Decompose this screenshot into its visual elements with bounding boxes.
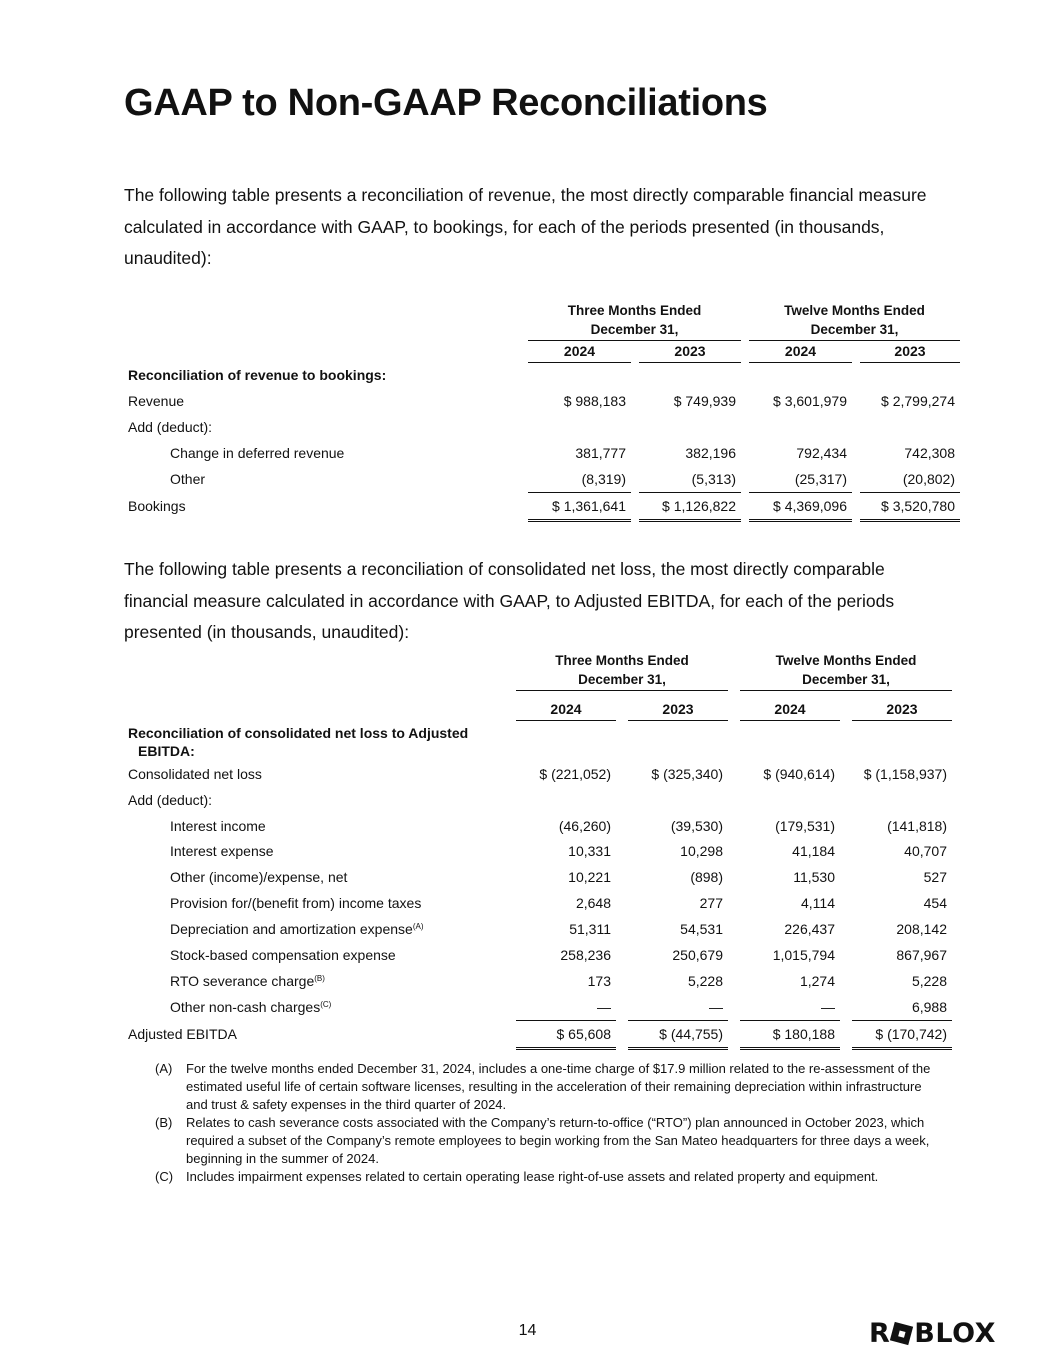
cell-value: 527 — [923, 869, 947, 885]
table-row-deferred-revenue — [124, 440, 960, 466]
logo-text-start: R — [869, 1317, 891, 1349]
cell-value: 4,114 — [801, 895, 835, 911]
row-label-text: RTO severance charge — [170, 973, 315, 989]
footnote-marker: (A) — [155, 1061, 173, 1076]
roblox-logo — [869, 1318, 996, 1348]
cell-value: $ 180,188 — [740, 1020, 840, 1048]
row-label: Provision for/(benefit from) income taxes — [170, 895, 422, 911]
row-label: Revenue — [128, 393, 185, 409]
table-row-depreciation — [124, 916, 952, 942]
three-months-header: Three Months Ended — [555, 653, 689, 668]
cell-value: 226,437 — [784, 921, 835, 937]
year-header: 2024 — [516, 698, 616, 720]
cell-value: $ 65,608 — [516, 1020, 616, 1048]
row-label-text: Depreciation and amortization expense — [170, 921, 413, 937]
table-row-interest-expense — [124, 838, 952, 864]
cell-value: 2,648 — [575, 895, 611, 911]
cell-value: $ 1,126,822 — [639, 492, 741, 520]
cell-value: $ (940,614) — [763, 765, 835, 782]
cell-value: 11,530 — [793, 869, 835, 885]
footnote-text: Relates to cash severance costs associated with the Company’s return-to-office (“RTO”) plan announced in October 2023, which required a subset of the Company’s remote employees to begin working from the San Mateo headquarters for three days a week, beginning in the summer of 2024. — [186, 1115, 930, 1166]
cell-value: (898) — [690, 869, 723, 885]
revenue-bookings-table — [124, 302, 960, 522]
footnote-ref: (B) — [314, 974, 325, 983]
footnote-marker: (B) — [155, 1115, 173, 1130]
cell-value: 5,228 — [687, 973, 723, 989]
footnote-text: For the twelve months ended December 31, 2024, includes a one-time charge of $17.9 million related to the re-assessment of the estimated useful life of certain software licenses, resulting in the acceleration of their remaining depreciation within infrastructure and trust & safety expenses in the third quarter of 2024. — [186, 1061, 931, 1112]
cell-value: 5,228 — [911, 973, 947, 989]
twelve-months-header: Twelve Months Ended — [784, 303, 925, 318]
row-label: Stock-based compensation expense — [170, 947, 396, 963]
cell-value: 250,679 — [672, 947, 723, 963]
table-row-other — [124, 466, 960, 492]
section-title-line1: Reconciliation of consolidated net loss to Adjusted — [128, 725, 469, 741]
row-label — [124, 916, 516, 942]
cell-value: 867,967 — [896, 947, 947, 963]
cell-value: 454 — [923, 895, 947, 911]
footnote-b — [155, 1114, 935, 1168]
table-row-stock-comp — [124, 942, 952, 968]
cell-value: $ (325,340) — [651, 765, 723, 782]
cell-value: $ 4,369,096 — [749, 492, 852, 520]
table-row-interest-income — [124, 813, 952, 838]
cell-value: (141,818) — [887, 817, 947, 834]
footnote-ref: (A) — [412, 922, 424, 931]
cell-value: $ 3,520,780 — [860, 492, 960, 520]
year-header: 2023 — [628, 698, 728, 720]
table-row-net-loss — [124, 760, 952, 787]
table-row-rto-severance — [124, 968, 952, 994]
year-header: 2023 — [639, 340, 741, 362]
section-title — [124, 720, 516, 760]
year-header: 2024 — [528, 340, 631, 362]
cell-value: 792,434 — [796, 445, 847, 461]
table-row-bookings — [124, 492, 960, 520]
cell-value: 173 — [587, 973, 611, 989]
year-header: 2024 — [749, 340, 852, 362]
cell-value: $ (1,158,937) — [863, 765, 947, 782]
ebitda-intro-paragraph: The following table presents a reconciliation of consolidated net loss, the most directly comparable financial measure calculated in accordance with GAAP, to Adjusted EBITDA, for each of the periods presented (in thousands, unaudited): — [124, 559, 895, 642]
row-label: Other (income)/expense, net — [170, 869, 348, 885]
twelve-months-subheader: December 31, — [740, 670, 952, 690]
cell-value: $ (44,755) — [628, 1020, 728, 1048]
footnote-text: Includes impairment expenses related to certain operating lease right-of-use assets and related property and equipment. — [186, 1169, 879, 1184]
revenue-intro-paragraph: The following table presents a reconciliation of revenue, the most directly comparable financial measure calculated in accordance with GAAP, to bookings, for each of the periods presented (in thousands, unaudited): — [124, 185, 927, 268]
row-label: Interest income — [170, 817, 266, 834]
row-label: Interest expense — [170, 843, 274, 859]
table-row-other-income-expense — [124, 864, 952, 890]
row-label: Adjusted EBITDA — [128, 1026, 237, 1042]
three-months-subheader: December 31, — [528, 320, 741, 340]
cell-value: $ 749,939 — [673, 393, 736, 409]
cell-value: (179,531) — [775, 817, 835, 834]
cell-value: 382,196 — [685, 445, 736, 461]
cell-value: 41,184 — [792, 843, 835, 859]
three-months-header: Three Months Ended — [567, 303, 702, 318]
adjusted-ebitda-table — [124, 652, 952, 1050]
cell-value: $ 3,601,979 — [773, 393, 847, 409]
cell-value: 208,142 — [896, 921, 947, 937]
logo-text-end: BLOX — [914, 1317, 996, 1349]
twelve-months-header: Twelve Months Ended — [775, 653, 917, 668]
cell-value: $ 1,361,641 — [528, 492, 631, 520]
row-label: Consolidated net loss — [128, 765, 262, 782]
logo-tilted-square-icon — [890, 1321, 913, 1344]
table-row-income-taxes — [124, 890, 952, 916]
cell-value: (5,313) — [639, 466, 741, 492]
cell-value: 258,236 — [560, 947, 611, 963]
row-label — [124, 994, 516, 1020]
row-label: Change in deferred revenue — [170, 445, 345, 461]
add-deduct-label: Add (deduct): — [128, 419, 213, 435]
cell-value: (39,530) — [670, 817, 723, 834]
three-months-subheader: December 31, — [516, 670, 728, 690]
cell-value: (46,260) — [558, 817, 611, 834]
year-header: 2023 — [860, 340, 960, 362]
footnote-marker: (C) — [155, 1169, 174, 1184]
footnotes — [155, 1060, 935, 1186]
section-title: Reconciliation of revenue to bookings: — [128, 367, 387, 383]
cell-value: 10,331 — [568, 843, 611, 859]
footnote-a — [155, 1060, 935, 1114]
cell-value: — — [740, 994, 840, 1020]
cell-value: — — [516, 994, 616, 1020]
table-row-adjusted-ebitda — [124, 1020, 952, 1048]
cell-value: (25,317) — [749, 466, 852, 492]
cell-value: (20,802) — [860, 466, 960, 492]
cell-value: 51,311 — [569, 921, 611, 937]
cell-value: $ (221,052) — [539, 765, 611, 782]
row-label-text: Other non-cash charges — [170, 999, 321, 1015]
cell-value: $ (170,742) — [852, 1020, 952, 1048]
cell-value: 40,707 — [904, 843, 947, 859]
year-header: 2023 — [852, 698, 952, 720]
cell-value: 6,988 — [852, 994, 952, 1020]
cell-value: $ 988,183 — [563, 393, 626, 409]
cell-value: 10,298 — [680, 843, 723, 859]
table-row-revenue — [124, 388, 960, 414]
cell-value: — — [628, 994, 728, 1020]
row-label: Other — [170, 471, 206, 487]
year-header: 2024 — [740, 698, 840, 720]
cell-value: (8,319) — [528, 466, 631, 492]
row-label: Bookings — [128, 498, 186, 514]
cell-value: $ 2,799,274 — [881, 393, 955, 409]
cell-value: 381,777 — [575, 445, 626, 461]
cell-value: 277 — [699, 895, 723, 911]
page-title: GAAP to Non-GAAP Reconciliations — [124, 82, 768, 124]
add-deduct-label: Add (deduct): — [128, 792, 213, 808]
footnote-ref: (C) — [320, 1000, 332, 1009]
table-row-non-cash-charges — [124, 994, 952, 1020]
section-title-line2: EBITDA: — [138, 743, 195, 759]
cell-value: 10,221 — [568, 869, 611, 885]
footnote-c — [155, 1168, 935, 1186]
cell-value: 1,274 — [799, 973, 835, 989]
page-number: 14 — [518, 1322, 537, 1339]
cell-value: 1,015,794 — [772, 947, 835, 963]
row-label — [124, 968, 516, 994]
cell-value: 742,308 — [904, 445, 955, 461]
cell-value: 54,531 — [680, 921, 723, 937]
twelve-months-subheader: December 31, — [749, 320, 960, 340]
